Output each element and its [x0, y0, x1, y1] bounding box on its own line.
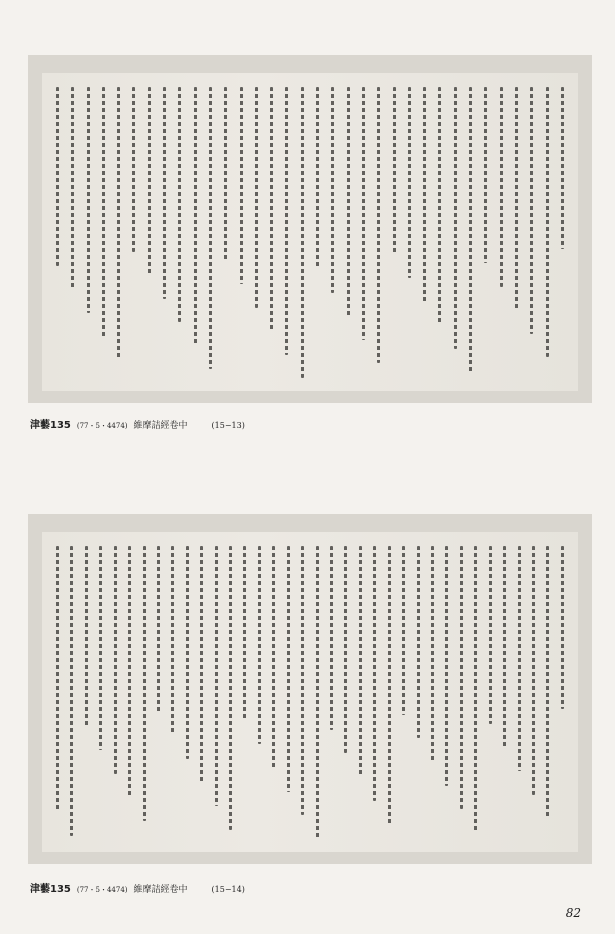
manuscript-column [200, 546, 203, 783]
manuscript-column [157, 546, 160, 712]
manuscript-column [128, 546, 131, 798]
catalog-code: (77・5・4474) [76, 422, 128, 430]
sutra-title: 維摩詰經卷中 [133, 421, 188, 431]
manuscript-column [272, 546, 275, 768]
manuscript-column [402, 546, 405, 715]
manuscript-column [546, 87, 549, 357]
manuscript-column [530, 87, 533, 334]
manuscript-column [285, 87, 288, 355]
manuscript-column [240, 87, 243, 284]
manuscript-column [255, 87, 258, 308]
manuscript-column [224, 87, 227, 260]
manuscript-scroll-image-2 [42, 532, 578, 852]
manuscript-column [301, 546, 304, 815]
frame-number: (15−13) [211, 421, 245, 430]
manuscript-column [347, 87, 350, 316]
manuscript-column [474, 546, 477, 833]
manuscript-column [431, 546, 434, 762]
manuscript-column [503, 546, 506, 747]
manuscript-column [373, 546, 376, 801]
manuscript-column [316, 546, 319, 839]
manuscript-column [270, 87, 273, 331]
manuscript-column [500, 87, 503, 287]
manuscript-column [56, 87, 59, 266]
manuscript-column [438, 87, 441, 325]
text-columns [56, 87, 564, 381]
manuscript-column [316, 87, 319, 269]
manuscript-column [417, 546, 420, 738]
manuscript-column [229, 546, 232, 830]
manuscript-column [460, 546, 463, 809]
catalog-code: (77・5・4474) [76, 886, 128, 894]
manuscript-column [71, 87, 74, 290]
manuscript-column [171, 546, 174, 735]
manuscript-column [362, 87, 365, 340]
catalog-id: 津藝135 [30, 884, 71, 895]
manuscript-column [561, 87, 564, 249]
manuscript-column [70, 546, 73, 836]
manuscript-column [489, 546, 492, 724]
manuscript-column [132, 87, 135, 252]
manuscript-column [178, 87, 181, 322]
manuscript-column [445, 546, 448, 786]
page-number: 82 [565, 906, 581, 920]
manuscript-column [163, 87, 166, 299]
manuscript-column [243, 546, 246, 721]
manuscript-column [515, 87, 518, 310]
manuscript-column [99, 546, 102, 750]
manuscript-column [143, 546, 146, 821]
text-columns [56, 546, 564, 842]
manuscript-column [377, 87, 380, 363]
manuscript-column [209, 87, 212, 369]
manuscript-column [114, 546, 117, 774]
manuscript-column [388, 546, 391, 824]
manuscript-scroll-image-1 [42, 73, 578, 391]
manuscript-column [186, 546, 189, 759]
manuscript-plate-1 [28, 55, 592, 403]
plate-caption-1 [30, 416, 245, 431]
manuscript-column [301, 87, 304, 378]
manuscript-plate-2 [28, 514, 592, 864]
manuscript-column [85, 546, 88, 727]
plate-caption-2 [30, 880, 245, 895]
manuscript-column [518, 546, 521, 771]
manuscript-column [344, 546, 347, 753]
manuscript-column [331, 87, 334, 293]
manuscript-column [454, 87, 457, 349]
sutra-title: 維摩詰經卷中 [133, 885, 188, 895]
catalog-id: 津藝135 [30, 420, 71, 431]
manuscript-column [408, 87, 411, 278]
manuscript-column [102, 87, 105, 337]
manuscript-column [546, 546, 549, 818]
manuscript-column [194, 87, 197, 346]
manuscript-column [484, 87, 487, 263]
manuscript-column [561, 546, 564, 709]
manuscript-column [359, 546, 362, 777]
manuscript-column [287, 546, 290, 792]
manuscript-column [87, 87, 90, 313]
manuscript-column [469, 87, 472, 372]
manuscript-column [56, 546, 59, 812]
manuscript-column [215, 546, 218, 806]
frame-number: (15−14) [211, 885, 245, 894]
manuscript-column [148, 87, 151, 275]
manuscript-column [117, 87, 120, 360]
manuscript-column [258, 546, 261, 744]
manuscript-column [423, 87, 426, 302]
manuscript-column [532, 546, 535, 795]
manuscript-column [330, 546, 333, 730]
manuscript-column [393, 87, 396, 255]
